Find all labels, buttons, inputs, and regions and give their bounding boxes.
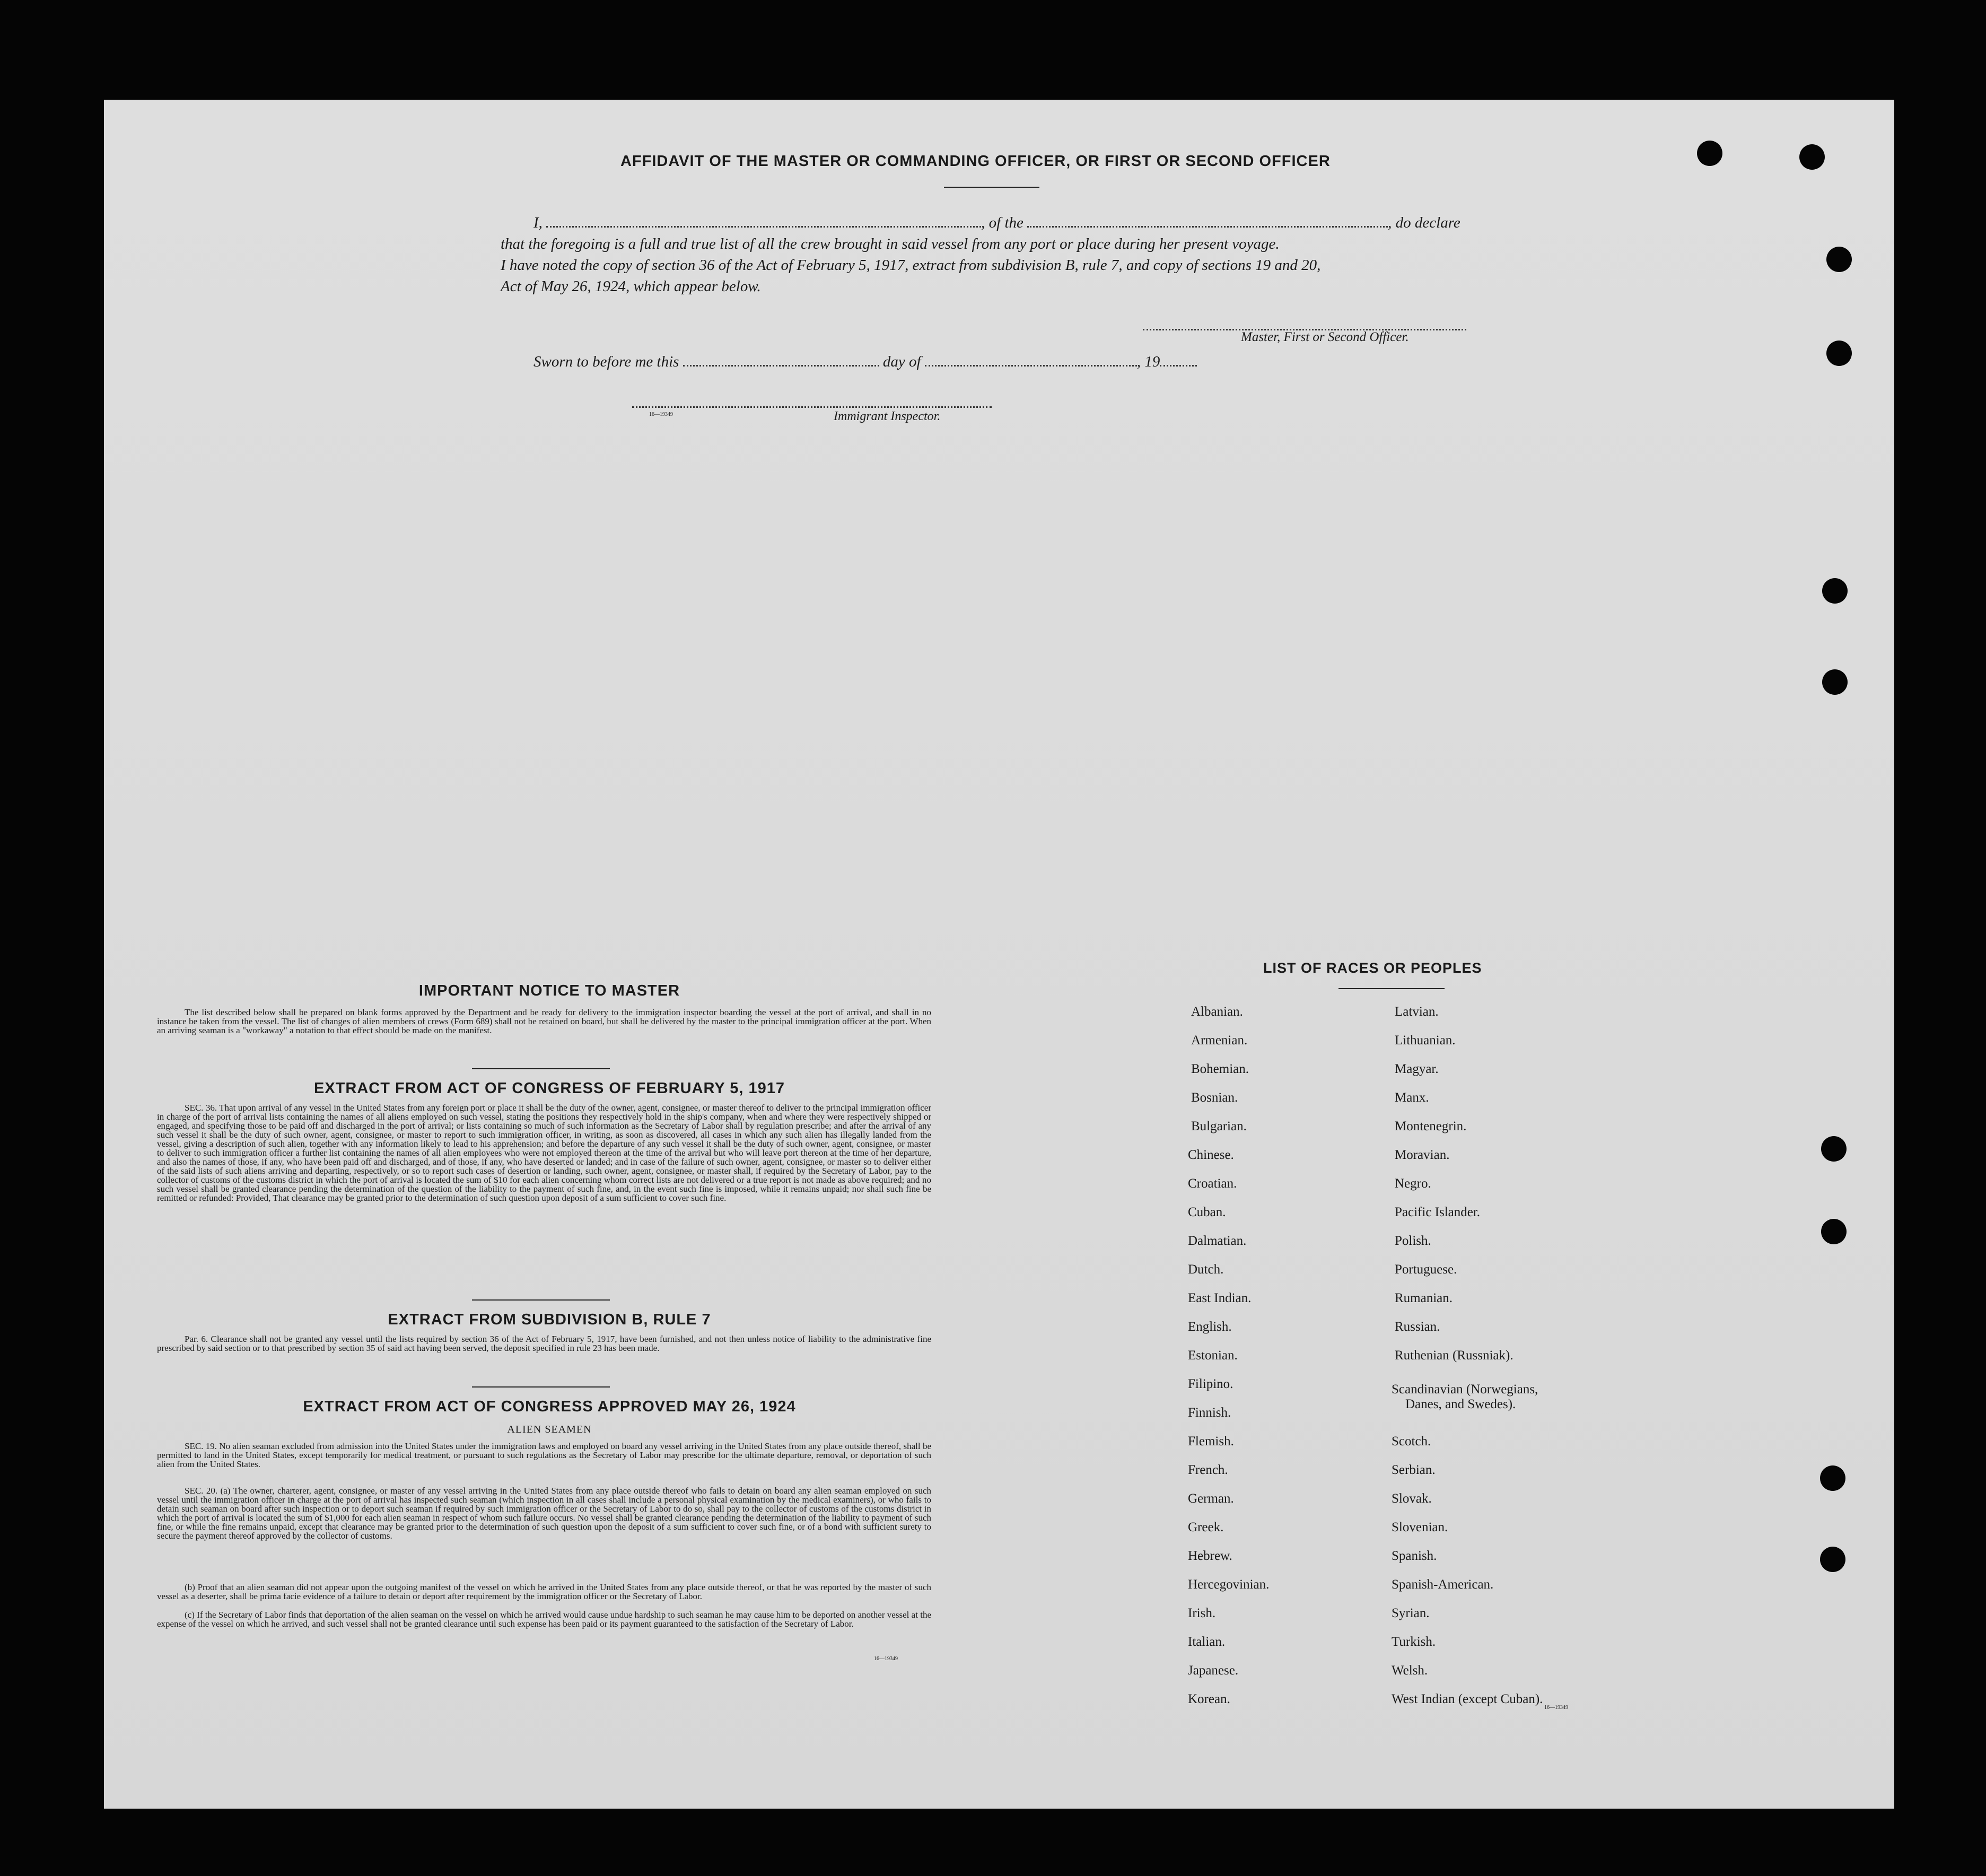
race-item: Scandinavian (Norwegians, xyxy=(1392,1382,1538,1397)
punch-hole xyxy=(1799,144,1825,170)
affidavit-i-label: I, xyxy=(533,214,543,231)
race-item: Manx. xyxy=(1395,1090,1429,1105)
divider xyxy=(472,1299,610,1301)
race-item: Greek. xyxy=(1188,1520,1224,1534)
race-item: Japanese. xyxy=(1188,1663,1239,1678)
affidavit-line-4: Act of May 26, 1924, which appear below. xyxy=(501,278,761,295)
race-item: Finnish. xyxy=(1188,1406,1231,1420)
race-item: Chinese. xyxy=(1188,1148,1234,1162)
affidavit-title: AFFIDAVIT OF THE MASTER OR COMMANDING OFFICER, OR FIRST OR SECOND OFFICER xyxy=(620,153,1331,170)
race-item: Slovenian. xyxy=(1392,1520,1448,1534)
extract-1924-title: EXTRACT FROM ACT OF CONGRESS APPROVED MAY 26, 1924 xyxy=(303,1398,796,1415)
race-item: Armenian. xyxy=(1191,1033,1248,1048)
race-item: Lithuanian. xyxy=(1395,1033,1456,1048)
punch-hole xyxy=(1697,141,1722,166)
punch-hole xyxy=(1826,341,1852,366)
day-of-label: day of xyxy=(882,353,921,370)
sec-20b-text: (b) Proof that an alien seaman did not appear upon the outgoing manifest of the vessel on which he arrived in the United States from any place outside thereof, or that he was reported by the master of such vessel as a deserter, shall be prima facie evidence of a failure to detain or deport after requirement by the immigration officer or the Secretary of Labor. xyxy=(157,1582,931,1601)
divider xyxy=(472,1386,610,1388)
race-item: Bulgarian. xyxy=(1191,1119,1247,1133)
inspector-label: Immigrant Inspector. xyxy=(834,409,941,423)
name-blank[interactable] xyxy=(546,226,981,228)
race-item: Spanish-American. xyxy=(1392,1577,1494,1592)
affidavit-line-2: that the foregoing is a full and true list of all the crew brought in said vessel from any port or place during her present voyage. xyxy=(501,235,1280,252)
inspector-signature-line[interactable] xyxy=(632,406,992,408)
race-item: Estonian. xyxy=(1188,1348,1238,1363)
sec-20c-text: (c) If the Secretary of Labor finds that deportation of the alien seaman on the vessel on which he arrived would cause undue hardship to such seaman he may cause him to be deported on another vessel at the expense of the vessel on which he arrived, and such vessel shall not be granted clearance until such expense has been paid or its payment guaranteed to the satisfaction of the Secretary of Labor. xyxy=(157,1610,931,1629)
punch-hole xyxy=(1822,578,1848,604)
extract-1917-title: EXTRACT FROM ACT OF CONGRESS OF FEBRUARY 5, 1917 xyxy=(313,1080,785,1097)
month-blank[interactable] xyxy=(925,365,1137,367)
race-item: East Indian. xyxy=(1188,1291,1252,1305)
subdivision-b-text: Par. 6. Clearance shall not be granted any vessel until the lists required by section 36 of the Act of February 5, 1917, have been furnished, and not then unless notice of liability to the administrative fine prescribed by said section or to that prescribed by section 35 of said act having been served, the deposit specified in rule 23 has been made. xyxy=(157,1334,931,1353)
affidavit-declare-label: , do declare xyxy=(1388,214,1460,231)
affidavit-of-the-label: , of the xyxy=(981,214,1023,231)
punch-hole xyxy=(1821,1219,1847,1244)
race-item: Dutch. xyxy=(1188,1262,1224,1277)
sec-19-text: SEC. 19. No alien seaman excluded from admission into the United States under the immigration laws and employed on board any vessel arriving in the United States from any place outside thereof, shall be permitted to land in the United States, except temporarily for medical treatment, or pursuant to such regulations as the Secretary of Labor may prescribe for the ultimate departure, removal, or deportation of such alien from the United States. xyxy=(157,1441,931,1469)
race-item: Slovak. xyxy=(1392,1491,1432,1506)
race-item: Spanish. xyxy=(1392,1549,1437,1563)
race-item: Bohemian. xyxy=(1191,1062,1249,1076)
notice-title: IMPORTANT NOTICE TO MASTER xyxy=(418,982,680,999)
race-item: Pacific Islander. xyxy=(1395,1205,1481,1219)
race-item: Croatian. xyxy=(1188,1176,1237,1191)
race-item: Negro. xyxy=(1395,1176,1431,1191)
race-item: Bosnian. xyxy=(1191,1090,1238,1105)
affidavit-line-3: I have noted the copy of section 36 of the Act of February 5, 1917, extract from subdivision B, rule 7, and copy of sections 19 and 20, xyxy=(501,257,1321,274)
race-item: Portuguese. xyxy=(1395,1262,1457,1277)
race-item: Ruthenian (Russniak). xyxy=(1395,1348,1513,1363)
race-item: Danes, and Swedes). xyxy=(1405,1397,1516,1411)
year-label: , 19 xyxy=(1136,353,1160,370)
race-item: Hercegovinian. xyxy=(1188,1577,1270,1592)
race-item: Flemish. xyxy=(1188,1434,1234,1449)
races-title: LIST OF RACES OR PEOPLES xyxy=(1263,960,1482,976)
race-item: Scotch. xyxy=(1392,1434,1431,1449)
sworn-label: Sworn to before me this xyxy=(533,353,679,370)
subdivision-b-title: EXTRACT FROM SUBDIVISION B, RULE 7 xyxy=(388,1311,711,1328)
race-item: Moravian. xyxy=(1395,1148,1450,1162)
extract-1917-text: SEC. 36. That upon arrival of any vessel in the United States from any foreign port or place it shall be the duty of the owner, agent, consignee, or master thereof to deliver to the principal immigration officer in charge of the port of arrival lists containing the names of all aliens employed on such vessel, stating the positions they respectively hold in the ship's company, when and where they were respectively shipped or engaged, and specifying those to be paid off and discharged in the port of arrival; or lists containing so much of such information as the Secretary of Labor shall by regulation prescribe; and after the arrival of any such vessel it shall be the duty of such owner, agent, consignee, or master to report to such immigration officer, in writing, as soon as discovered, all cases in which any such alien has illegally landed from the vessel, giving a description of such alien, together with any information likely to lead to his apprehension; and before the departure of any such vessel it shall be the duty of such owner, agent, consignee, or master to deliver to such immigration officer a further list containing the names of all alien employees who were not employed thereon at the time of the arrival but who will leave port thereon at the time of her departure, and also the names of those, if any, who have been paid off and discharged, and of those, if any, who have deserted or landed; and in case of the failure of such owner, agent, consignee, or master so to deliver either of the said lists of such aliens arriving and departing, respectively, or so to report such cases of desertion or landing, such owner, agent, consignee, or master shall, if required by the Secretary of Labor, pay to the collector of customs of the customs district in which the port of arrival is located the sum of $10 for each alien concerning whom correct lists are not delivered or a true report is not made as above required; and no such vessel shall be granted clearance pending the determination of the question of the liability to the payment of such fine, and, in the event such fine is imposed, while it remains unpaid; nor shall such fine be remitted or refunded: Provided, That clearance may be granted prior to the determination of such question upon deposit of a sum sufficient to cover such fine. xyxy=(157,1103,931,1203)
race-item: Cuban. xyxy=(1188,1205,1226,1219)
race-item: Irish. xyxy=(1188,1606,1216,1620)
race-item: Serbian. xyxy=(1392,1463,1436,1477)
race-item: French. xyxy=(1188,1463,1228,1477)
punch-hole xyxy=(1820,1465,1845,1491)
race-item: Filipino. xyxy=(1188,1377,1233,1391)
race-item: Hebrew. xyxy=(1188,1549,1232,1563)
notice-text: The list described below shall be prepared on blank forms approved by the Department and be ready for delivery to the immigration inspector boarding the vessel at the port of arrival, and shall in no instance be taken from the vessel. The list of changes of alien members of crews (Form 689) shall not be retained on board, but shall be delivered by the master to the principal immigration officer at the port. When an arriving seaman is a "workaway" a notation to that effect should be made on the manifest. xyxy=(157,1007,931,1035)
race-item: Turkish. xyxy=(1392,1635,1436,1649)
race-item: Dalmatian. xyxy=(1188,1234,1247,1248)
race-item: Rumanian. xyxy=(1395,1291,1453,1305)
affidavit-line-1 xyxy=(533,214,1460,232)
form-number: 16—19349 xyxy=(874,1656,898,1662)
signature-label: Master, First or Second Officer. xyxy=(1241,330,1409,344)
race-item: Latvian. xyxy=(1395,1005,1439,1019)
race-item: Polish. xyxy=(1395,1234,1431,1248)
race-item: Russian. xyxy=(1395,1320,1440,1334)
race-item: German. xyxy=(1188,1491,1234,1506)
punch-hole xyxy=(1821,1136,1847,1162)
punch-hole xyxy=(1826,247,1852,272)
form-number: 16—19349 xyxy=(1544,1705,1568,1711)
race-item: Magyar. xyxy=(1395,1062,1439,1076)
punch-hole xyxy=(1820,1547,1845,1572)
race-item: Italian. xyxy=(1188,1635,1226,1649)
form-number: 16—19349 xyxy=(649,412,673,417)
race-item: Albanian. xyxy=(1191,1005,1243,1019)
divider xyxy=(944,187,1039,188)
race-item: Korean. xyxy=(1188,1692,1230,1706)
punch-hole xyxy=(1822,669,1848,695)
race-item: Welsh. xyxy=(1392,1663,1428,1678)
race-item: Montenegrin. xyxy=(1395,1119,1467,1133)
day-blank[interactable] xyxy=(683,365,879,367)
race-item: West Indian (except Cuban). xyxy=(1392,1692,1543,1706)
sec-20a-text: SEC. 20. (a) The owner, charterer, agent, consignee, or master of any vessel arriving in the United States from any place outside thereof who fails to detain on board any alien seaman employed on such vessel until the immigration officer in charge at the port of arrival has inspected such seaman (which inspection in all cases shall include a personal physical examination by the medical examiners), or who fails to detain such seaman on board after such inspection or to deport such seaman if required by such immigration officer or the Secretary of Labor to do so, shall pay to the collector of customs of the customs district in which the port of arrival is located the sum of $1,000 for each alien seaman in respect of whom such failure occurs. No vessel shall be granted clearance pending the determination of the liability to payment of such fine, or while the fine remains unpaid, except that clearance may be granted prior to the determination of such question upon the deposit of a sum sufficient to cover such fine, or of a bond with sufficient surety to secure the payment thereof approved by the collector of customs. xyxy=(157,1486,931,1541)
vessel-blank[interactable] xyxy=(1027,226,1388,228)
alien-seamen-subtitle: ALIEN SEAMEN xyxy=(507,1424,592,1435)
year-blank[interactable] xyxy=(1160,365,1197,367)
divider xyxy=(1338,988,1445,989)
divider xyxy=(472,1068,610,1069)
race-item: English. xyxy=(1188,1320,1232,1334)
sworn-line xyxy=(533,353,1197,371)
race-item: Syrian. xyxy=(1392,1606,1430,1620)
